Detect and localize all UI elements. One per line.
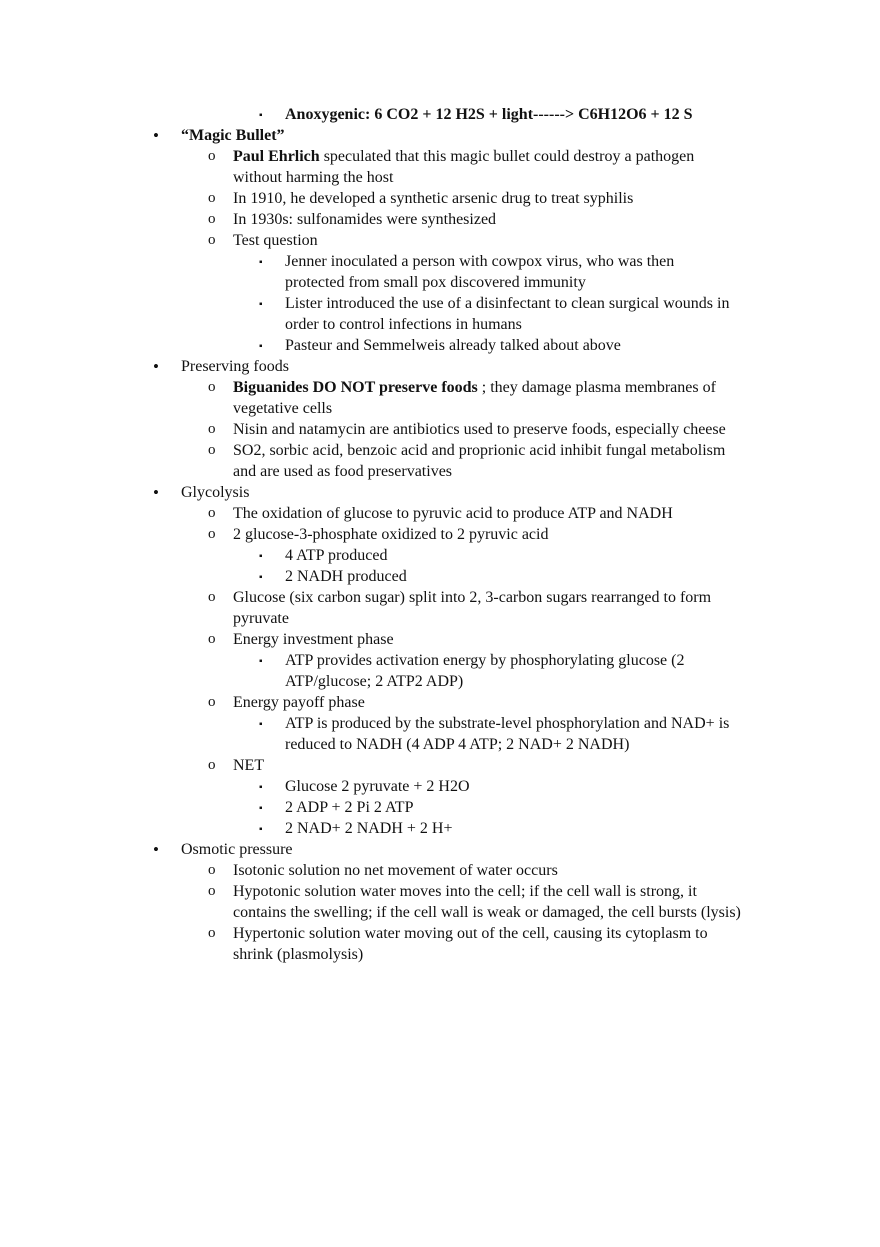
list-item	[0, 524, 743, 545]
item-text: Energy payoff phase	[233, 694, 365, 711]
list-item	[0, 419, 743, 440]
circle-bullet-icon: o	[208, 589, 216, 605]
circle-bullet-icon: o	[208, 757, 216, 773]
item-text: 2 NAD+ 2 NADH + 2 H+	[285, 820, 453, 837]
list-item	[0, 188, 743, 209]
square-bullet-icon: ▪	[259, 551, 263, 562]
item-text: In 1910, he developed a synthetic arsenic drug to treat syphilis	[233, 190, 634, 207]
sub-list-item	[0, 713, 735, 755]
circle-bullet-icon: o	[208, 505, 216, 521]
sub-list-item	[0, 335, 735, 356]
list-item	[0, 230, 743, 251]
bullet-icon: •	[153, 357, 159, 376]
square-bullet-icon: ▪	[259, 110, 263, 121]
list-item	[0, 587, 743, 629]
sub-list-item	[0, 251, 735, 293]
square-bullet-icon: ▪	[259, 719, 263, 730]
square-bullet-icon: ▪	[259, 299, 263, 310]
square-bullet-icon: ▪	[259, 257, 263, 268]
list-item	[0, 146, 743, 188]
item-text: Glucose (six carbon sugar) split into 2, 3-carbon sugars rearranged to form pyruvate	[233, 589, 712, 627]
item-text: NET	[233, 757, 265, 774]
list-item	[0, 881, 743, 923]
circle-bullet-icon: o	[208, 211, 216, 227]
bullet-icon: •	[153, 840, 159, 859]
square-bullet-icon: ▪	[259, 803, 263, 814]
section-glycolysis	[0, 482, 741, 503]
list-item	[0, 209, 743, 230]
square-bullet-icon: ▪	[259, 656, 263, 667]
list-item	[0, 860, 743, 881]
list-item	[0, 503, 743, 524]
circle-bullet-icon: o	[208, 190, 216, 206]
section-magic-bullet	[0, 125, 741, 146]
item-text: Nisin and natamycin are antibiotics used to preserve foods, especially cheese	[233, 421, 726, 438]
sub-list-item	[0, 818, 735, 839]
item-text: speculated that this magic bullet could destroy a pathogen without harming the host	[233, 148, 695, 186]
sub-list-item	[0, 566, 735, 587]
square-bullet-icon: ▪	[259, 341, 263, 352]
list-item	[0, 440, 743, 482]
item-text: ATP provides activation energy by phosphorylating glucose (2 ATP/glucose; 2 ATP2 ADP)	[285, 652, 685, 690]
item-text: 2 NADH produced	[285, 568, 407, 585]
section-title: Preserving foods	[181, 358, 289, 375]
circle-bullet-icon: o	[208, 421, 216, 437]
item-text: 4 ATP produced	[285, 547, 388, 564]
circle-bullet-icon: o	[208, 232, 216, 248]
sub-list-item	[0, 545, 735, 566]
circle-bullet-icon: o	[208, 631, 216, 647]
notes-content	[0, 104, 880, 965]
square-bullet-icon: ▪	[259, 572, 263, 583]
list-item	[0, 629, 743, 650]
list-item	[0, 923, 743, 965]
section-title: Osmotic pressure	[181, 841, 293, 858]
section-title: “Magic Bullet”	[181, 127, 285, 144]
list-item	[0, 377, 743, 419]
section-preserving-foods	[0, 356, 741, 377]
item-text: Energy investment phase	[233, 631, 394, 648]
sub-list-item	[0, 797, 735, 818]
item-text: Isotonic solution no net movement of water occurs	[233, 862, 558, 879]
item-text: Hypertonic solution water moving out of the cell, causing its cytoplasm to shrink (plasmolysis)	[233, 925, 708, 963]
item-text: Hypotonic solution water moves into the cell; if the cell wall is strong, it contains the swelling; if the cell wall is weak or damaged, the cell bursts (lysis)	[233, 883, 741, 921]
section-title: Glycolysis	[181, 484, 250, 501]
section-osmotic-pressure	[0, 839, 741, 860]
item-text: The oxidation of glucose to pyruvic acid to produce ATP and NADH	[233, 505, 673, 522]
list-item-anoxygenic	[0, 104, 735, 125]
item-text: Jenner inoculated a person with cowpox virus, who was then protected from small pox discovered immunity	[285, 253, 675, 291]
sub-list-item	[0, 776, 735, 797]
item-text: 2 glucose-3-phosphate oxidized to 2 pyruvic acid	[233, 526, 549, 543]
item-text: ATP is produced by the substrate-level phosphorylation and NAD+ is reduced to NADH (4 ADP 4 ATP; 2 NAD+ 2 NADH)	[285, 715, 730, 753]
item-text: ; they damage plasma membranes of vegetative cells	[233, 379, 716, 417]
sub-list-item	[0, 293, 735, 335]
square-bullet-icon: ▪	[259, 824, 263, 835]
biguanides-note: Biguanides DO NOT preserve foods	[233, 379, 478, 396]
circle-bullet-icon: o	[208, 862, 216, 878]
bullet-icon: •	[153, 126, 159, 145]
circle-bullet-icon: o	[208, 694, 216, 710]
circle-bullet-icon: o	[208, 442, 216, 458]
item-text: Test question	[233, 232, 318, 249]
circle-bullet-icon: o	[208, 925, 216, 941]
bullet-icon: •	[153, 483, 159, 502]
circle-bullet-icon: o	[208, 883, 216, 899]
list-item	[0, 692, 743, 713]
item-text: Pasteur and Semmelweis already talked about above	[285, 337, 621, 354]
item-text: Lister introduced the use of a disinfectant to clean surgical wounds in order to control infections in humans	[285, 295, 730, 333]
square-bullet-icon: ▪	[259, 782, 263, 793]
anoxygenic-equation: Anoxygenic: 6 CO2 + 12 H2S + light------> C6H12O6 + 12 S	[285, 106, 693, 123]
ehrlich-name: Paul Ehrlich	[233, 148, 320, 165]
item-text: In 1930s: sulfonamides were synthesized	[233, 211, 497, 228]
item-text: Glucose 2 pyruvate + 2 H2O	[285, 778, 470, 795]
circle-bullet-icon: o	[208, 148, 216, 164]
list-item	[0, 755, 743, 776]
sub-list-item	[0, 650, 735, 692]
item-text: SO2, sorbic acid, benzoic acid and proprionic acid inhibit fungal metabolism and are used as food preservatives	[233, 442, 726, 480]
circle-bullet-icon: o	[208, 379, 216, 395]
circle-bullet-icon: o	[208, 526, 216, 542]
item-text: 2 ADP + 2 Pi 2 ATP	[285, 799, 414, 816]
